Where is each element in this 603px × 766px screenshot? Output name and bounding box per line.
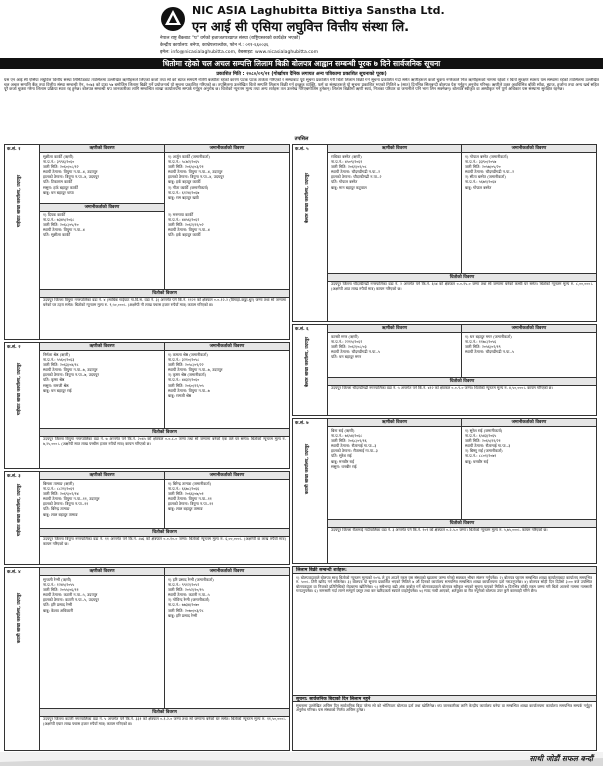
column-divider bbox=[164, 145, 165, 289]
header bbox=[0, 0, 603, 58]
collateral-description: उदयपुर जिल्ला चौदण्डीगढी नगरपालिका वडा नं. २ अन्तर्गत पर्ने कि.नं. ६५४ को क्षेत्रफल ०-०-१५-० जग्गा तथा सो जग्गामा बनेको कच्ची घर समेत। धितोको न्यूनतम मूल्य रु. ८,००,०००।- (अक्षरेपी आठ लाख रुपैयाँ मात्र) कायम गरिएको छ। bbox=[331, 282, 593, 291]
license-line: नेपाल राष्ट्र बैंकबाट "घ" वर्गको इजाजतपत्रप्राप्त संस्था (राष्ट्रियस्तरको कार्यक्षेत्र भएको) bbox=[160, 36, 301, 41]
collateral-description: उदयपुर जिल्ला रौतामाई गाउँपालिका वडा नं. ३ अन्तर्गत पर्ने कि.नं. १०९ को क्षेत्रफल ०-२-५-० जग्गा। धितोको न्यूनतम मूल्य रु. ५,७५,०००।- कायम गरिएको छ। bbox=[331, 528, 548, 532]
collateral-header: धितोको विवरण bbox=[328, 519, 596, 528]
column-divider bbox=[461, 145, 462, 273]
guarantor-details: १) धन बहादुर मगर (जमानीकर्ता) ना.प्र.नं.: ११७८/२०५६ जारी मिति: २०५६/०२/१९ स्थायी ठेगाना: चौदण्डीगढी न.पा.-५ bbox=[465, 334, 514, 355]
record-label bbox=[293, 419, 328, 563]
record-label bbox=[293, 145, 328, 321]
borrower-header: ऋणीको विवरण bbox=[328, 419, 461, 427]
footer bbox=[0, 752, 603, 766]
record-label bbox=[5, 472, 40, 564]
tapsil-label: तपसिल bbox=[294, 136, 309, 142]
guarantor-header: जमानीकर्ताको विवरण bbox=[462, 145, 596, 153]
notice-intro: यस एन आई सी एसिया लघुवित्त वित्तीय संस्था लिमिटेडबाट तपसिलमा उल्लेखित ऋणीहरूले लिएको कर्जा तथा सो को ब्याज समयमै नतिरी बक्यौता रहेको कारण पटक पटक ताकेता गरिएको र संस्थाबाट पूर्व सूचना प्रकाशित गरी धितो लिलाम बिक्री गर्ने सूचना प्रकाशित गर्दा समेत ऋणीहरूले कर्जा चुक्ता नगरेकाले निज ऋणीहरूको नाममा रहेको र धितो सुरक्षण स्वरूप यस संस्थामा रहेको तपसिलमा उल्लेखित चल अचल सम्पत्ति बैंक तथा वित्तीय संस्था सम्बन्धी ऐन, २०७३ को दफा ५७ बमोजिम लिलाम बिक्री गर्ने प्रयोजनार्थ यो सूचना प्रकाशित गरिएको छ। तपसिलमा उल्लेखित धितो सम्पत्ति लिलाम बिक्री गर्न इच्छुक व्यक्ति, फर्म वा संस्थाहरूले यो सूचना प्रकाशित भएको मितिले ७ (सात) दिनभित्र सिलबन्दी बोलपत्र पेश गर्नुहुन अनुरोध गरिन्छ। ऋणीले उक्त अवधिभित्र बाँकी साँवा, ब्याज, हर्जाना तथा अन्य खर्च सहित पूरै कर्जा चुक्ता गरेमा लिलाम प्रक्रिया स्वतः रद्द हुनेछ। बोलपत्र सम्बन्धी थप जानकारीका लागि सम्बन्धित शाखा कार्यालयमा सम्पर्क गर्नुहुन अनुरोध छ। धितोको न्यूनतम मूल्य तथा अन्य शर्तहरू तल उल्लेख गरिएबमोजिम हुनेछन्। लिलाम बिक्रीमा ऋणी स्वयं, निजका परिवार वा जमानीले पनि भाग लिन सक्नेछन्। बोलपत्र स्वीकृत वा अस्वीकृत गर्ने पूर्ण अधिकार यस संस्थामा सुरक्षित रहनेछ। bbox=[4, 78, 599, 91]
collateral-description: उदयपुर जिल्ला त्रियुगा नगरपालिका वडा नं. ११ अन्तर्गत पर्ने कि.नं. ८७६ को क्षेत्रफल ०-०-१०-० जग्गा। धितोको न्यूनतम मूल्य रु. ६,००,०००।- (अक्षरेपी छ लाख रुपैयाँ मात्र) कायम गरिएको छ। bbox=[43, 537, 286, 546]
column-divider bbox=[164, 568, 165, 708]
extra-guarantor-header: जमानीकर्ताको विवरण bbox=[40, 203, 164, 212]
branch-name: गाईघाट शाखा कार्यालय, उदयपुर bbox=[17, 175, 22, 228]
column-divider bbox=[164, 472, 165, 528]
conditions-note-header: सूचना: सार्वजनिक बिदाको दिन लिलाम नहुने bbox=[293, 695, 596, 702]
office-line: केन्द्रीय कार्यालय: बनेपा, काभ्रेपलाञ्चोक, फोन नं.: ०११-६६००३६ bbox=[160, 43, 269, 48]
record-number: क.सं. १ bbox=[7, 147, 21, 152]
collateral-header: धितोको विवरण bbox=[40, 428, 289, 437]
branch-name: गाईघाट शाखा कार्यालय, उदयपुर bbox=[17, 484, 22, 537]
collateral-header: धितोको विवरण bbox=[40, 289, 289, 298]
extra-guarantor-left: १) दिपक कार्की ना.प्र.नं.: ७३४५/२०६८ जारी मिति: २०६८/०५/१० स्थायी ठेगाना: त्रियुगा न.पा.-४ पति: सुशीला कार्की bbox=[43, 212, 85, 238]
guarantor-header: जमानीकर्ताको विवरण bbox=[165, 568, 289, 576]
borrower-details: राधिका बस्नेत (ऋणी) ना.प्र.नं.: ४५०९/२०६१ जारी मिति: २०६१/०१/०८ स्थायी ठेगाना: चौदण्डीगढी न.पा.-२ हालको ठेगाना: चौदण्डीगढी न.पा.-२ पति: गोपाल बस्नेत बाबु: मान बहादुर कटुवाल bbox=[331, 154, 382, 190]
conditions-header: लिलाम बिक्री सम्बन्धी शर्तहरू: bbox=[293, 567, 596, 574]
borrower-header: ऋणीको विवरण bbox=[40, 568, 164, 576]
footer-slogan: साथी जोडौं सफल बन्दौं bbox=[529, 754, 593, 763]
branch-name: बेल्टार शाखा कार्यालय, उदयपुर bbox=[305, 337, 310, 387]
collateral-header: धितोको विवरण bbox=[40, 528, 289, 537]
record-number: क.सं. ३ bbox=[7, 474, 21, 479]
bank-name-nepali: एन आई सी एसिया लघुवित्त वित्तीय संस्था लि. bbox=[192, 20, 410, 35]
notice-subhead: प्रकाशित मिति : २०८०/०९/२१ (गोर्खापत्र दैनिक लगायत अन्य पत्रिकामा प्रकाशित सूचनाको पूरक) bbox=[216, 72, 387, 77]
borrower-details: कान्छी मगर (ऋणी) ना.प्र.नं.: २२१५/२०६२ जारी मिति: २०६२/०८/०३ स्थायी ठेगाना: चौदण्डीगढी न.पा.-५ पति: धन बहादुर मगर bbox=[331, 334, 380, 360]
guarantor-details: १) हरि प्रसाद रेग्मी (जमानीकर्ता) ना.प्र.नं.: ९९१२/२०५२ जारी मिति: २०५२/१०/१५ स्थायी ठेगाना: कटारी न.पा.-५ २) गोविन्द रेग्मी (जमानीकर्ता) ना.प्र.नं.: ७७३४/२०७० जारी मिति: २०७०/०३/२८ बाबु: हरि प्रसाद रेग्मी bbox=[168, 577, 214, 618]
footer-swoosh-icon bbox=[0, 752, 603, 766]
record-box-6 bbox=[292, 324, 597, 416]
record-box-2 bbox=[4, 342, 290, 469]
record-number: क.सं. ४ bbox=[7, 570, 21, 575]
auction-conditions bbox=[292, 566, 597, 751]
guarantor-header: जमानीकर्ताको विवरण bbox=[462, 419, 596, 427]
borrower-details: बिमला तामाङ (ऋणी) ना.प्र.नं.: ८८२१/२०६९ जारी मिति: २०६९/०२/१४ स्थायी ठेगाना: त्रियुगा न.पा.-११, उदयपुर हालको ठेगाना: त्रियुगा न.पा.-११ पति: बिरेन्द्र तामाङ बाबु: लाल बहादुर तामाङ bbox=[43, 481, 100, 517]
guarantor-details: १) गोपाल बस्नेत (जमानीकर्ता) ना.प्र.नं.: ३३९०/२०५७ जारी मिति: २०५७/०५/२० स्थायी ठेगाना: चौदण्डीगढी न.पा.-२ २) सीता बस्नेत (जमानीकर्ता) ना.प्र.नं.: ५६७१/२०६४ बाबु: गोपाल बस्नेत bbox=[465, 154, 514, 190]
record-number: क.सं. ७ bbox=[295, 421, 309, 426]
collateral-description: उदयपुर जिल्ला चौदण्डीगढी नगरपालिका वडा नं. ५ अन्तर्गत पर्ने कि.नं. ४१२ को क्षेत्रफल ०-०-९-० जग्गा। धितोको न्यूनतम मूल्य रु. ४,५०,०००।- कायम गरिएको छ। bbox=[331, 386, 553, 390]
record-box-5 bbox=[292, 144, 597, 322]
conditions-note: सूचनामा उल्लेखित अन्तिम दिन सार्वजनिक बिदा परेमा सो को भोलिपल्ट बोलपत्र दर्ता तथा खोलिनेछ। थप जानकारीका लागि केन्द्रीय कार्यालय बनेपा वा सम्बन्धित शाखा कार्यालयमा कार्यालय समयभित्र सम्पर्क गर्नुहुन अनुरोध गरिन्छ। यस संस्थाको निर्णय अन्तिम हुनेछ। bbox=[296, 703, 592, 713]
record-label bbox=[5, 343, 40, 468]
borrower-header: ऋणीको विवरण bbox=[40, 472, 164, 480]
nic-asia-logo-icon bbox=[160, 6, 186, 32]
record-label bbox=[5, 145, 40, 339]
column-divider bbox=[461, 325, 462, 377]
branch-name: कटारी शाखा कार्यालय, उदयपुर bbox=[305, 444, 310, 495]
bank-name-english: NIC ASIA Laghubitta Bittiya Sanstha Ltd. bbox=[192, 4, 445, 17]
guarantor-header: जमानीकर्ताको विवरण bbox=[165, 343, 289, 351]
collateral-description: उदयपुर जिल्ला त्रियुगा नगरपालिका वडा नं. ७ अन्तर्गत पर्ने कि.नं. २०४५ को क्षेत्रफल ०-०-८-० जग्गा तथा सो जग्गामा बनेको एक तले घर समेत। धितोको न्यूनतम मूल्य रु. ७,२५,०००।- (अक्षरेपी सात लाख पच्चीस हजार रुपैयाँ मात्र) कायम गरिएको छ। bbox=[43, 437, 286, 446]
record-box-1 bbox=[4, 144, 290, 340]
record-label bbox=[293, 325, 328, 415]
column-divider bbox=[164, 343, 165, 428]
branch-name: बेल्टार शाखा कार्यालय, उदयपुर bbox=[305, 173, 310, 223]
branch-name: गाईघाट शाखा कार्यालय, उदयपुर bbox=[17, 363, 22, 416]
branch-name: कटारी शाखा कार्यालय, उदयपुर bbox=[17, 593, 22, 644]
column-divider bbox=[461, 419, 462, 519]
borrower-details: बिना राई (ऋणी) ना.प्र.नं.: ७६५४/२०६८ जारी मिति: २०६८/०९/१६ स्थायी ठेगाना: रौतामाई गा.पा.-३ हालको ठेगाना: रौतामाई गा.पा.-३ पति: सुरेश राई बाबु: मनबीर राई ससुरा: धनबीर राई bbox=[331, 428, 378, 469]
borrower-details: सुशीला कार्की (ऋणी) ना.प्र.नं.: ३९९६/२०६० जारी मिति: २०६०/०८/१२ स्थायी ठेगाना: त्रियुगा न.पा.-४, उदयपुर हालको ठेगाना: त्रियुगा न.पा.-४, उदयपुर पति: टिकाराम कार्की ससुरा: हर्क बहादुर कार्की बाबु: धन बहादुर थापा bbox=[43, 154, 99, 195]
record-number: क.सं. २ bbox=[7, 345, 21, 350]
guarantor-details: १) सुरेश राई (जमानीकर्ता) ना.प्र.नं.: ६५४३/२०६५ जारी मिति: २०६५/११/२१ स्थायी ठेगाना: रौतामाई गा.पा.-३ २) बिष्णु राई (जमानीकर्ता) ना.प्र.नं.: ८८०१/२०७१ बाबु: धनबीर राई bbox=[465, 428, 511, 464]
guarantor-header: जमानीकर्ताको विवरण bbox=[462, 325, 596, 333]
collateral-description: उदयपुर जिल्ला कटारी नगरपालिका वडा नं. ५ अन्तर्गत पर्ने कि.नं. ३३१ को क्षेत्रफल ०-१-२-० जग्गा तथा सो जग्गामा बनेको घर समेत। धितोको न्यूनतम मूल्य रु. ११,५०,०००।- (अक्षरेपी एघार लाख पचास हजार रुपैयाँ मात्र) कायम गरिएको छ। bbox=[43, 717, 286, 726]
collateral-header: धितोको विवरण bbox=[328, 377, 596, 386]
collateral-header: धितोको विवरण bbox=[328, 273, 596, 282]
collateral-header: धितोको विवरण bbox=[40, 708, 289, 717]
conditions-list: १) बोलपत्रदाताले बोलपत्र साथ धितोको न्यूनतम मूल्यको १०% ले हुन आउने रकम यस संस्थाको खातामा जम्मा गरेको सक्कल भौचर संलग्न गर्नुपर्नेछ। २) बोलपत्र फाराम सम्बन्धित शाखा कार्यालयबाट कार्यालय समयभित्र रु. ५००।- तिरी खरिद गर्न सकिनेछ। ३) बोलपत्र यो सूचना प्रकाशित भएको मितिले ७ औं दिनको कार्यालय समयभित्र सम्बन्धित शाखा कार्यालयमा दर्ता गराउनुपर्नेछ। ४) बोलपत्र सोही दिन दिउँसो ३:०० बजे उपस्थित बोलपत्रदाता वा निजको प्रतिनिधिको रोहबरमा खोलिनेछ। ५) सबैभन्दा बढी अंक कबोल गर्ने बोलपत्रदाताले बोलपत्र स्वीकृत भएको सूचना पाएको मितिले ७ दिनभित्र बाँकी रकम जम्मा गरी धितो आफ्नो नाममा नामसारी गराउनुपर्नेछ। ६) नामसारी गर्दा लाग्ने सम्पूर्ण दस्तुर तथा कर खरिदकर्ता स्वयंले व्यहोर्नुपर्नेछ। ७) म्याद नाघी आएको, शर्तयुक्त वा रीत नपुगेको बोलपत्र उपर कुनै कारबाही गरिने छैन। bbox=[296, 575, 592, 594]
borrower-details: सुन्तली रेग्मी (ऋणी) ना.प्र.नं.: १२४५/२०५५ जारी मिति: २०५५/०६/११ स्थायी ठेगाना: कटारी न.पा.-५, उदयपुर हालको ठेगाना: कटारी न.पा.-५, उदयपुर पति: हरि प्रसाद रेग्मी बाबु: केशव अधिकारी bbox=[43, 577, 99, 613]
guarantor-header: जमानीकर्ताको विवरण bbox=[165, 145, 289, 153]
guarantor-header: जमानीकर्ताको विवरण bbox=[165, 472, 289, 480]
borrower-header: ऋणीको विवरण bbox=[328, 145, 461, 153]
record-box-4 bbox=[4, 567, 290, 751]
record-box-7 bbox=[292, 418, 597, 564]
record-label bbox=[5, 568, 40, 750]
record-box-3 bbox=[4, 471, 290, 565]
web-line: इमेल: info@nicasialaghubitta.com, वेबसाइट: www.nicasialaghubitta.com bbox=[160, 50, 319, 55]
extra-guarantor-right: २) मनमाया कार्की ना.प्र.नं.: ४४५६/२०६२ जारी मिति: २०६२/११/०२ स्थायी ठेगाना: त्रियुगा न.पा.-४ पति: हर्क बहादुर कार्की bbox=[168, 212, 210, 238]
collateral-description: उदयपुर जिल्ला त्रियुगा नगरपालिका वडा नं. ४ (साबिक गाईघाट गा.वि.स. वडा नं. ३) अन्तर्गत पर्ने कि.नं. ११२१ को क्षेत्रफल ०-०-१२-२ (विगाहा-कठ्ठा-धुर) जग्गा तथा सो जग्गामा बनेको घर टहरा समेत। धितोको न्यूनतम मूल्य रु. ९,५०,०००।- (अक्षरेपी नौ लाख पचास हजार रुपैयाँ मात्र) कायम गरिएको छ। bbox=[43, 298, 286, 307]
guarantor-details: १) कमला श्रेष्ठ (जमानीकर्ता) ना.प्र.नं.: ३२१०/२०५८ जारी मिति: २०५८/०९/२२ स्थायी ठेगाना: त्रियुगा न.पा.-७, उदयपुर २) कृष्ण श्रेष्ठ (जमानीकर्ता) ना.प्र.नं.: ४४३२/२०६० जारी मिति: २०६०/१२/०५ स्थायी ठेगाना: त्रियुगा न.पा.-७ बाबु: रामजी श्रेष्ठ bbox=[168, 352, 223, 398]
record-number: क.सं. ६ bbox=[295, 327, 309, 332]
borrower-header: ऋणीको विवरण bbox=[328, 325, 461, 333]
guarantor-details: १) बिरेन्द्र तामाङ (जमानीकर्ता) ना.प्र.नं.: ६६७८/२०६६ जारी मिति: २०६६/०७/०१ स्थायी ठेगाना: त्रियुगा न.पा.-११ हालको ठेगाना: त्रियुगा न.पा.-११ बाबु: लाल बहादुर तामाङ bbox=[168, 481, 214, 512]
guarantor-details: १) अर्जुन कार्की (जमानीकर्ता) ना.प्र.नं.: ५८७२/२०६५ जारी मिति: २०६५/०३/२१ स्थायी ठेगाना: त्रियुगा न.पा.-४, उदयपुर हालको ठेगाना: त्रियुगा न.पा.-४, उदयपुर बाबु: हर्क बहादुर कार्की २) गीता कार्की (जमानीकर्ता) ना.प्र.नं.: ६१२४/२०६७ बाबु: राम बहादुर खत्री bbox=[168, 154, 224, 200]
borrower-header: ऋणीको विवरण bbox=[40, 343, 164, 351]
borrower-details: निर्मला श्रेष्ठ (ऋणी) ना.प्र.नं.: ५५६०/२०६३ जारी मिति: २०६३/०४/१८ स्थायी ठेगाना: त्रियुगा न.पा.-७, उदयपुर हालको ठेगाना: त्रियुगा न.पा.-७, उदयपुर पति: कृष्ण श्रेष्ठ ससुरा: रामजी श्रेष्ठ बाबु: धन बहादुर राई bbox=[43, 352, 99, 393]
notice-title: धितोमा रहेको चल अचल सम्पत्ति लिलाम बिक्री बोलपत्र आह्वान सम्बन्धी पूरक ७ दिने सार्वजनिक सूचना bbox=[0, 58, 603, 69]
record-number: क.सं. ५ bbox=[295, 147, 309, 152]
borrower-header: ऋणीको विवरण bbox=[40, 145, 164, 153]
